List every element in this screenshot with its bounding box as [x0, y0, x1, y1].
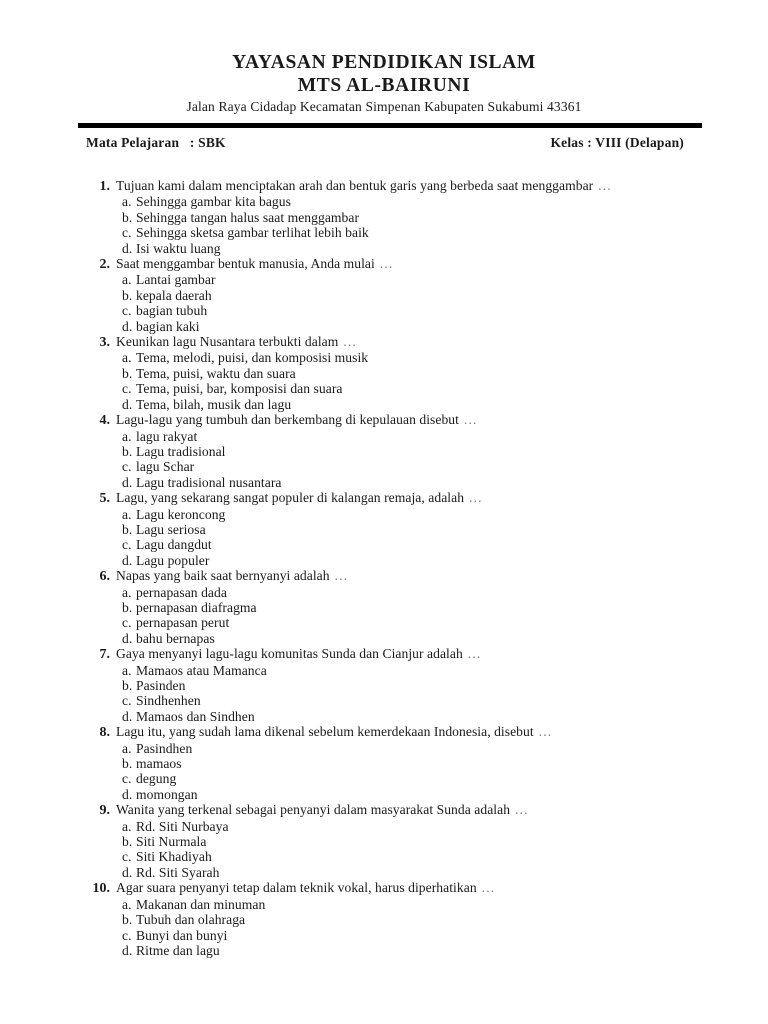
- option-item[interactable]: [122, 943, 708, 958]
- option-text: lagu Schar: [136, 459, 195, 475]
- option-text: Sehingga gambar kita bagus: [136, 194, 291, 210]
- option-item[interactable]: [122, 663, 708, 678]
- option-list: [86, 507, 708, 569]
- option-text: Tema, puisi, bar, komposisi dan suara: [136, 381, 343, 397]
- option-item[interactable]: [122, 350, 708, 365]
- option-item[interactable]: [122, 756, 708, 771]
- question-item: [86, 178, 708, 256]
- question-line: [86, 724, 708, 740]
- option-letter: d.: [122, 474, 133, 490]
- question-text: [116, 490, 483, 505]
- option-letter: d.: [122, 240, 133, 256]
- option-letter: a.: [122, 272, 132, 288]
- option-letter: c.: [122, 381, 132, 397]
- option-list: [86, 819, 708, 881]
- question-ellipsis: …: [458, 412, 478, 428]
- option-item[interactable]: [122, 585, 708, 600]
- option-text: Lagu dangdut: [136, 537, 212, 553]
- option-text: Makanan dan minuman: [136, 896, 266, 912]
- option-item[interactable]: [122, 709, 708, 724]
- option-letter: c.: [122, 693, 132, 709]
- option-text: Ritme dan lagu: [136, 942, 220, 958]
- option-item[interactable]: [122, 693, 708, 708]
- question-stem: Tujuan kami dalam menciptakan arah dan bentuk garis yang berbeda saat menggambar: [116, 178, 594, 193]
- question-number: 2.: [99, 257, 110, 273]
- organization-name: YAYASAN PENDIDIKAN ISLAM: [232, 52, 536, 73]
- question-list: [0, 178, 768, 958]
- option-text: pernapasan perut: [136, 615, 230, 631]
- question-ellipsis: …: [593, 178, 613, 193]
- option-text: Bunyi dan bunyi: [136, 927, 228, 943]
- option-letter: b.: [122, 834, 133, 850]
- option-item[interactable]: [122, 600, 708, 615]
- exam-meta-row: [0, 135, 768, 151]
- option-text: Tubuh dan olahraga: [136, 912, 246, 928]
- question-number: 3.: [99, 335, 110, 351]
- option-letter: a.: [122, 818, 132, 834]
- option-item[interactable]: [122, 319, 708, 334]
- question-item: [86, 646, 708, 724]
- option-item[interactable]: [122, 397, 708, 412]
- option-letter: d.: [122, 630, 133, 646]
- option-item[interactable]: [122, 429, 708, 444]
- question-line: [86, 256, 708, 272]
- question-text: [116, 256, 394, 271]
- option-letter: d.: [122, 786, 133, 802]
- option-text: lagu rakyat: [136, 428, 198, 444]
- option-text: Isi waktu luang: [136, 240, 221, 256]
- option-item[interactable]: [122, 522, 708, 537]
- question-number: 10.: [92, 881, 110, 897]
- option-text: Tema, puisi, waktu dan suara: [136, 365, 296, 381]
- option-letter: c.: [122, 849, 132, 865]
- question-line: [86, 802, 708, 818]
- option-letter: b.: [122, 521, 133, 537]
- question-number: 7.: [99, 647, 110, 663]
- option-list: [86, 272, 708, 334]
- question-number: 9.: [99, 803, 110, 819]
- option-text: bagian kaki: [136, 318, 200, 334]
- option-letter: b.: [122, 912, 133, 928]
- option-text: Sindhenhen: [136, 693, 201, 709]
- option-text: bagian tubuh: [136, 303, 208, 319]
- option-letter: d.: [122, 396, 133, 412]
- option-item[interactable]: [122, 631, 708, 646]
- option-text: Rd. Siti Nurbaya: [136, 818, 229, 834]
- option-text: mamaos: [136, 756, 182, 772]
- option-item[interactable]: [122, 459, 708, 474]
- question-stem: Lagu, yang sekarang sangat populer di kalangan remaja, adalah: [116, 490, 465, 506]
- question-line: [86, 334, 708, 350]
- option-letter: a.: [122, 350, 132, 366]
- option-item[interactable]: [122, 865, 708, 880]
- option-text: Sehingga sketsa gambar terlihat lebih baik: [136, 225, 369, 241]
- option-letter: a.: [122, 662, 132, 678]
- option-item[interactable]: [122, 507, 708, 522]
- option-letter: d.: [122, 708, 133, 724]
- option-item[interactable]: [122, 897, 708, 912]
- school-address: Jalan Raya Cidadap Kecamatan Simpenan Kabupaten Sukabumi 43361: [186, 99, 582, 114]
- option-text: Mamaos atau Mamanca: [136, 662, 267, 678]
- question-stem: Gaya menyanyi lagu-lagu komunitas Sunda dan Cianjur adalah: [116, 646, 463, 662]
- option-item[interactable]: [122, 303, 708, 318]
- option-text: Pasinden: [136, 678, 186, 693]
- question-item: [86, 880, 708, 958]
- option-text: Rd. Siti Syarah: [136, 864, 220, 880]
- option-letter: d.: [122, 942, 133, 958]
- question-stem: Saat menggambar bentuk manusia, Anda mulai: [116, 256, 375, 272]
- option-letter: c.: [122, 225, 132, 241]
- option-item[interactable]: [122, 819, 708, 834]
- option-letter: b.: [122, 209, 133, 225]
- option-item[interactable]: [122, 787, 708, 802]
- option-letter: c.: [122, 459, 132, 475]
- option-letter: c.: [122, 927, 132, 943]
- school-name: MTS AL-BAIRUNI: [297, 75, 471, 96]
- option-text: Lantai gambar: [136, 272, 216, 288]
- option-item[interactable]: [122, 444, 708, 459]
- option-item[interactable]: [122, 834, 708, 849]
- option-letter: b.: [122, 599, 133, 615]
- option-list: [86, 350, 708, 412]
- option-letter: b.: [122, 678, 133, 693]
- question-item: [86, 802, 708, 880]
- question-number: 8.: [99, 725, 110, 741]
- option-item[interactable]: [122, 288, 708, 303]
- option-letter: a.: [122, 896, 132, 912]
- option-item[interactable]: [122, 366, 708, 381]
- question-line: [86, 490, 708, 506]
- question-ellipsis: …: [464, 490, 484, 506]
- option-text: Pasindhen: [136, 740, 193, 756]
- option-letter: b.: [122, 443, 133, 459]
- question-line: [86, 178, 708, 194]
- option-item[interactable]: [122, 225, 708, 240]
- question-text: [116, 568, 349, 583]
- question-line: [86, 880, 708, 896]
- question-text: [116, 880, 496, 895]
- option-letter: d.: [122, 552, 133, 568]
- question-stem: Napas yang baik saat bernyanyi adalah: [116, 568, 330, 584]
- option-item[interactable]: [122, 615, 708, 630]
- question-item: [86, 568, 708, 646]
- option-item[interactable]: [122, 241, 708, 256]
- option-text: bahu bernapas: [136, 630, 215, 646]
- option-item[interactable]: [122, 210, 708, 225]
- question-ellipsis: …: [338, 334, 358, 350]
- question-line: [86, 412, 708, 428]
- option-letter: c.: [122, 615, 132, 631]
- option-item[interactable]: [122, 537, 708, 552]
- option-list: [86, 429, 708, 491]
- option-item[interactable]: [122, 272, 708, 287]
- option-text: Lagu keroncong: [136, 506, 226, 522]
- question-stem: Lagu itu, yang sudah lama dikenal sebelum kemerdekaan Indonesia, disebut: [116, 724, 534, 740]
- option-text: Lagu populer: [136, 552, 210, 568]
- question-ellipsis: …: [476, 880, 496, 896]
- option-list: [86, 585, 708, 647]
- question-ellipsis: …: [510, 802, 530, 818]
- option-list: [86, 741, 708, 803]
- option-letter: c.: [122, 303, 132, 319]
- question-text: [116, 412, 478, 427]
- option-list: [86, 663, 708, 725]
- option-item[interactable]: [122, 741, 708, 756]
- option-letter: c.: [122, 537, 132, 553]
- option-item[interactable]: [122, 381, 708, 396]
- option-text: Tema, bilah, musik dan lagu: [136, 396, 292, 412]
- question-ellipsis: …: [533, 724, 553, 740]
- question-number: 5.: [99, 491, 110, 507]
- class-label: Kelas : VIII (Delapan): [550, 135, 684, 150]
- question-number: 6.: [99, 569, 110, 585]
- option-letter: a.: [122, 584, 132, 600]
- option-item[interactable]: [122, 475, 708, 490]
- option-text: degung: [136, 771, 177, 787]
- thick-horizontal-rule: [78, 123, 702, 128]
- question-ellipsis: …: [329, 568, 349, 584]
- option-letter: d.: [122, 318, 133, 334]
- option-text: Siti Nurmala: [136, 834, 207, 850]
- option-text: pernapasan dada: [136, 584, 227, 600]
- option-letter: a.: [122, 506, 132, 522]
- subject-label: Mata Pelajaran : SBK: [86, 135, 226, 150]
- option-letter: a.: [122, 194, 132, 210]
- question-stem: Wanita yang terkenal sebagai penyanyi dalam masyarakat Sunda adalah: [116, 802, 511, 818]
- option-item[interactable]: [122, 678, 708, 693]
- question-stem: Lagu-lagu yang tumbuh dan berkembang di kepulauan disebut: [116, 412, 459, 428]
- option-text: pernapasan diafragma: [136, 599, 257, 615]
- option-item[interactable]: [122, 771, 708, 786]
- question-text: [116, 802, 529, 817]
- option-letter: a.: [122, 740, 132, 756]
- option-item[interactable]: [122, 928, 708, 943]
- option-text: Sehingga tangan halus saat menggambar: [136, 209, 360, 225]
- option-text: Lagu tradisional nusantara: [136, 474, 282, 490]
- header-divider: [0, 123, 768, 128]
- option-text: Siti Khadiyah: [136, 849, 212, 865]
- question-text: [116, 334, 357, 349]
- question-item: [86, 412, 708, 490]
- option-letter: c.: [122, 771, 132, 787]
- option-list: [86, 897, 708, 959]
- option-item[interactable]: [122, 912, 708, 927]
- question-item: [86, 256, 708, 334]
- question-line: [86, 568, 708, 584]
- document-header: [0, 0, 768, 116]
- option-text: momongan: [136, 786, 198, 802]
- option-text: kepala daerah: [136, 287, 212, 303]
- option-item[interactable]: [122, 849, 708, 864]
- option-letter: d.: [122, 864, 133, 880]
- option-item[interactable]: [122, 553, 708, 568]
- option-letter: b.: [122, 287, 133, 303]
- question-stem: Keunikan lagu Nusantara terbukti dalam: [116, 334, 339, 350]
- option-letter: b.: [122, 756, 133, 772]
- option-text: Lagu tradisional: [136, 443, 226, 459]
- option-text: Mamaos dan Sindhen: [136, 708, 255, 724]
- option-letter: a.: [122, 428, 132, 444]
- option-item[interactable]: [122, 194, 708, 209]
- question-ellipsis: …: [462, 646, 482, 662]
- question-item: [86, 724, 708, 802]
- question-text: [116, 646, 482, 661]
- question-item: [86, 490, 708, 568]
- question-text: [116, 724, 553, 739]
- question-number: 4.: [99, 413, 110, 429]
- question-stem: Agar suara penyanyi tetap dalam teknik vokal, harus diperhatikan: [116, 880, 477, 896]
- option-text: Lagu seriosa: [136, 521, 206, 537]
- option-letter: b.: [122, 365, 133, 381]
- option-list: [86, 194, 708, 256]
- question-item: [86, 334, 708, 412]
- question-line: [86, 646, 708, 662]
- question-ellipsis: …: [374, 256, 394, 272]
- question-text: [116, 178, 612, 193]
- question-number: 1.: [99, 179, 110, 194]
- option-text: Tema, melodi, puisi, dan komposisi musik: [136, 350, 369, 366]
